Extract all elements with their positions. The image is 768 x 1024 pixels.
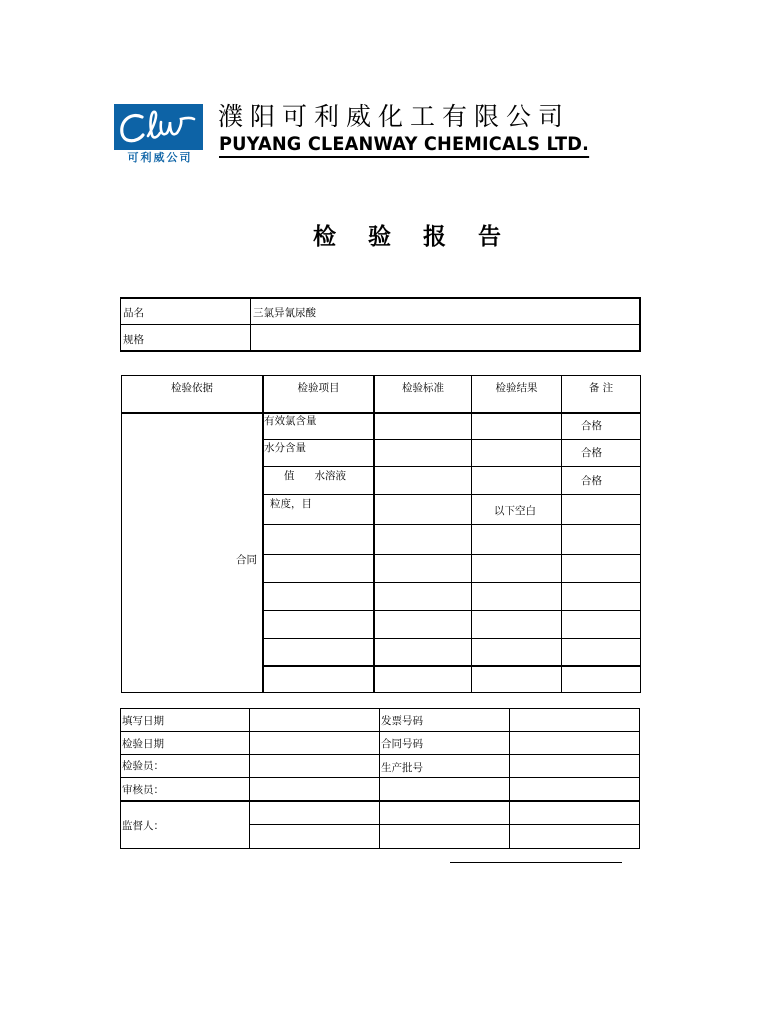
table-border bbox=[561, 375, 562, 693]
table-border bbox=[262, 665, 641, 667]
table-border bbox=[250, 297, 251, 351]
table-border bbox=[262, 439, 641, 440]
table-border bbox=[639, 297, 641, 351]
table-border bbox=[262, 494, 641, 495]
basis-value: 合同 bbox=[236, 554, 257, 566]
header-item: 检验项目 bbox=[297, 382, 340, 394]
table-border bbox=[249, 824, 640, 825]
report-title: 检 验 报 告 bbox=[312, 224, 514, 250]
table-border bbox=[120, 297, 641, 299]
invoice-no-label: 发票号码 bbox=[381, 715, 423, 727]
table-border bbox=[262, 466, 641, 467]
row-remark: 合格 bbox=[581, 420, 602, 432]
row-item: 粒度，目 bbox=[270, 498, 312, 510]
product-name-value: 三氯异氰尿酸 bbox=[253, 307, 316, 319]
table-border bbox=[471, 375, 472, 693]
table-border bbox=[509, 708, 510, 849]
table-border bbox=[120, 777, 640, 778]
header-result: 检验结果 bbox=[495, 382, 538, 394]
signature-line bbox=[450, 862, 622, 863]
table-border bbox=[262, 610, 641, 611]
header-standard: 检验标准 bbox=[402, 382, 444, 394]
table-border bbox=[120, 754, 640, 755]
table-border bbox=[262, 582, 641, 583]
table-border bbox=[120, 708, 640, 709]
batch-no-label: 生产批号 bbox=[381, 762, 423, 774]
table-border bbox=[121, 375, 122, 693]
row-item: 值 水溶液 bbox=[284, 470, 347, 482]
header-remark: 备 注 bbox=[588, 382, 614, 394]
inspector-label: 检验员： bbox=[122, 760, 164, 772]
table-border bbox=[120, 731, 640, 732]
table-border bbox=[262, 524, 641, 525]
table-border bbox=[373, 375, 375, 693]
table-border bbox=[121, 375, 641, 376]
row-remark: 合格 bbox=[581, 475, 602, 487]
reviewer-label: 审核员： bbox=[122, 784, 164, 796]
table-border bbox=[639, 708, 640, 849]
row-remark: 合格 bbox=[581, 447, 602, 459]
inspect-date-label: 检验日期 bbox=[122, 738, 164, 750]
product-name-label: 品名 bbox=[123, 307, 144, 319]
table-border bbox=[120, 800, 640, 802]
table-border bbox=[379, 708, 380, 849]
spec-label: 规格 bbox=[123, 334, 144, 346]
table-border bbox=[120, 708, 121, 849]
table-border bbox=[120, 297, 121, 351]
fill-date-label: 填写日期 bbox=[122, 715, 164, 727]
table-border bbox=[120, 350, 641, 352]
row-result: 以下空白 bbox=[494, 505, 536, 517]
table-border bbox=[120, 848, 640, 849]
table-border bbox=[121, 692, 641, 693]
table-border bbox=[262, 638, 641, 639]
company-name-chinese: 濮阳可利威化工有限公司 bbox=[218, 102, 571, 131]
table-border bbox=[249, 708, 250, 849]
contract-no-label: 合同号码 bbox=[381, 738, 423, 750]
header-basis: 检验依据 bbox=[171, 382, 213, 394]
row-item: 有效氯含量 bbox=[264, 415, 317, 427]
logo-caption: 可利威公司 bbox=[127, 151, 193, 164]
company-name-english: PUYANG CLEANWAY CHEMICALS LTD. bbox=[219, 132, 589, 158]
table-border bbox=[640, 375, 641, 693]
supervisor-label: 监督人： bbox=[122, 820, 164, 832]
table-border bbox=[262, 554, 641, 555]
row-item: 水分含量 bbox=[264, 442, 306, 454]
company-logo bbox=[114, 104, 203, 150]
logo-script-mark bbox=[114, 104, 203, 150]
table-border bbox=[121, 412, 641, 414]
table-border bbox=[120, 324, 641, 325]
